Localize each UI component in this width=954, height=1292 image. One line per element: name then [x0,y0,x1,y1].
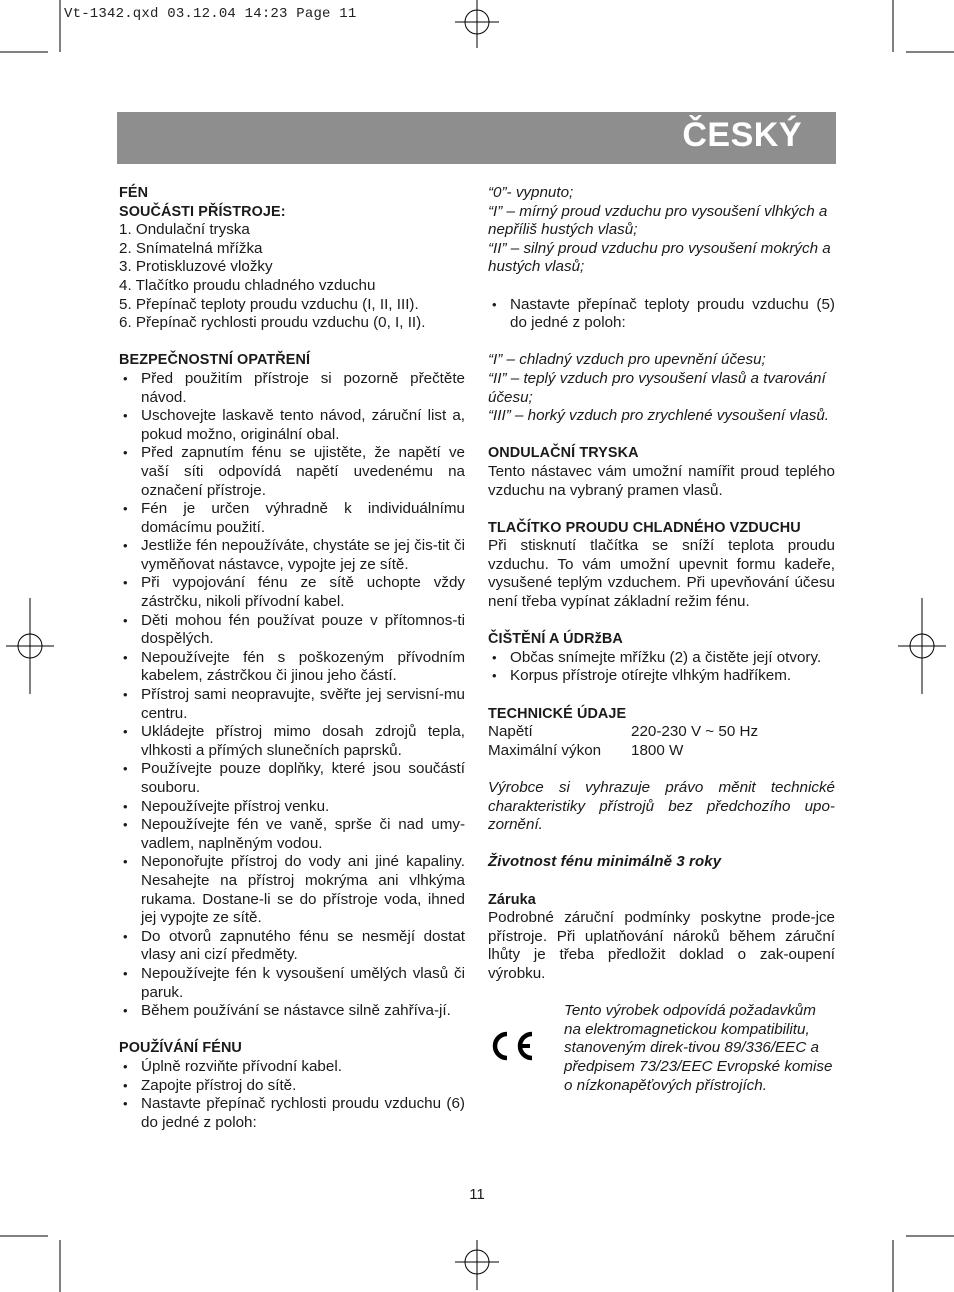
list-item: • Uschovejte laskavě tento návod, záruční list a, pokud možno, originální obal. [119,407,465,444]
parts-heading: SOUČÁSTI PŘÍSTROJE: [119,203,286,220]
registration-mark-top [455,0,499,48]
printer-slug: Vt-1342.qxd 03.12.04 14:23 Page 11 [64,6,357,22]
safety-list [119,370,465,1021]
list-item: • Při vypojování fénu ze sítě uchopte vždy zástrčku, nikoli přívodní kabel. [119,574,465,611]
list-item: 3. Protiskluzové vložky [119,258,273,276]
list-item: • Před zapnutím fénu se ujistěte, že napětí ve vaší síti odpovídá napětí uvedenému na označení přístroje. [119,444,465,500]
list-item: • Nepoužívejte fén s poškozeným přívodním kabelem, zástrčkou či jinou jeho částí. [119,649,465,686]
page-number: 11 [469,1186,485,1203]
list-item: • Nastavte přepínač teploty proudu vzduchu (5) do jedné z poloh: [488,296,835,333]
ce-mark-icon [488,1030,564,1068]
list-item: • Nepoužívejte fén k vysoušení umělých vlasů či paruk. [119,965,465,1002]
parts-list [119,221,465,333]
ce-text: Tento výrobek odpovídá požadavkům na elektromagnetickou kompatibilitu, stanoveným direk-tivou 89/336/EEC a předpisem 73/23/EEC Evropské komise o nízkonapěťových přístrojích. [564,1002,833,1094]
list-item: • Fén je určen výhradně k individuálnímu domácímu použití. [119,500,465,537]
mode-line: “0”- vypnuto; [488,184,574,201]
spec-row [488,723,835,742]
mode-line: “II” – teplý vzduch pro vysoušení vlasů a tvarování účesu; [488,369,826,406]
list-item: 5. Přepínač teploty proudu vzduchu (I, II, III). [119,295,419,313]
temp-modes [488,351,835,425]
safety-heading: BEZPEČNOSTNÍ OPATŘENÍ [119,352,311,369]
usage-list [119,1058,465,1132]
disclaimer: Výrobce si vyhrazuje právo měnit technické charakteristiky přístrojů bez předchozího upo-zornění. [488,779,835,834]
cool-shot-heading: TLAČÍTKO PROUDU CHLADNÉHO VZDUCHU [488,519,801,536]
tech-heading: TECHNICKÉ ÚDAJE [488,705,627,722]
banner-title: ČESKÝ [682,116,802,154]
warranty-heading: Záruka [488,891,536,908]
list-item: • Úplně rozviňte přívodní kabel. [119,1058,465,1077]
list-item: • Děti mohou fén používat pouze v přítomnos-ti dospělých. [119,612,465,649]
usage-heading: POUŽÍVÁNÍ FÉNU [119,1040,242,1057]
list-item: • Před použitím přístroje si pozorně přečtěte návod. [119,370,465,407]
mode-line: “I” – mírný proud vzduchu pro vysoušení vlhkých a nepříliš hustých vlasů; [488,202,828,239]
spec-row [488,742,835,761]
list-item: • Nastavte přepínač rychlosti proudu vzduchu (6) do jedné z poloh: [119,1095,465,1132]
temp-instruction [488,296,835,333]
left-column [119,184,465,1132]
section-title: FÉN [119,185,149,201]
list-item: 4. Tlačítko proudu chladného vzduchu [119,276,376,294]
list-item: • Nepoužívejte fén ve vaně, sprše či nad umy-vadlem, naplněným vodou. [119,816,465,853]
speed-modes [488,184,835,277]
right-column [488,184,835,1095]
nozzle-heading: ONDULAČNÍ TRYSKA [488,445,639,462]
nozzle-text: Tento nástavec vám umožní namířit proud teplého vzduchu na vybraný pramen vlasů. [488,462,835,499]
list-item: • Jestliže fén nepoužíváte, chystáte se jej čis-tit či vyměňovat nástavce, vypojte jej ze sítě. [119,537,465,574]
list-item: • Do otvorů zapnutého fénu se nesmějí dostat vlasy ani cizí předměty. [119,928,465,965]
list-item: • Během používání se nástavce silně zahříva-jí. [119,1002,465,1021]
list-item: • Občas snímejte mřížku (2) a čistěte její otvory. [488,649,835,668]
language-banner [117,112,836,164]
spec-label: Napětí [488,723,533,741]
registration-mark-bottom [455,1240,499,1290]
list-item: 2. Snímatelná mřížka [119,239,263,257]
registration-mark-left [6,598,54,694]
warranty-text: Podrobné záruční podmínky poskytne prode-jce přístroje. Při uplatňování nároků během záruční lhůty je třeba předložit doklad o zak-oupení výrobku. [488,909,835,982]
list-item: • Přístroj sami neopravujte, svěřte jej servisní-mu centru. [119,686,465,723]
list-item: • Neponořujte přístroj do vody ani jiné kapaliny. Nesahejte na přístroj mokrýma ani vlhkýma rukama. Dostane-li se do přístroje voda, ihned jej vypojte ze sítě. [119,853,465,927]
care-list [488,649,835,686]
spec-value: 220-230 V ~ 50 Hz [631,723,759,741]
list-item: • Používejte pouze doplňky, které jsou součástí souboru. [119,760,465,797]
list-item: 1. Ondulační tryska [119,221,250,239]
list-item: • Nepoužívejte přístroj venku. [119,798,465,817]
list-item: • Zapojte přístroj do sítě. [119,1077,465,1096]
registration-mark-right [898,598,946,694]
list-item: 6. Přepínač rychlosti proudu vzduchu (0, I, II). [119,314,426,332]
list-item: • Ukládejte přístroj mimo dosah zdrojů tepla, vlhkosti a přímých slunečních paprsků. [119,723,465,760]
lifetime-note: Životnost fénu minimálně 3 roky [488,853,722,871]
spec-value: 1800 W [631,741,684,759]
mode-line: “III” – horký vzduch pro zrychlené vysoušení vlasů. [488,407,830,425]
list-item: • Korpus přístroje otírejte vlhkým hadříkem. [488,667,835,686]
care-heading: ČIŠTĚNÍ A ÚDRžBA [488,631,623,648]
cool-shot-text: Při stisknutí tlačítka se sníží teplota proudu vzduchu. To vám umožní upevnit formu kadeře, vysušené teplým vzduchem. Při upevňování účesu není třeba vypínat základní režim fénu. [488,537,835,611]
spec-label: Maximální výkon [488,741,602,759]
ce-compliance [488,1002,835,1095]
mode-line: “II” – silný proud vzduchu pro vysoušení mokrých a hustých vlasů; [488,239,831,276]
mode-line: “I” – chladný vzduch pro upevnění účesu; [488,351,766,369]
